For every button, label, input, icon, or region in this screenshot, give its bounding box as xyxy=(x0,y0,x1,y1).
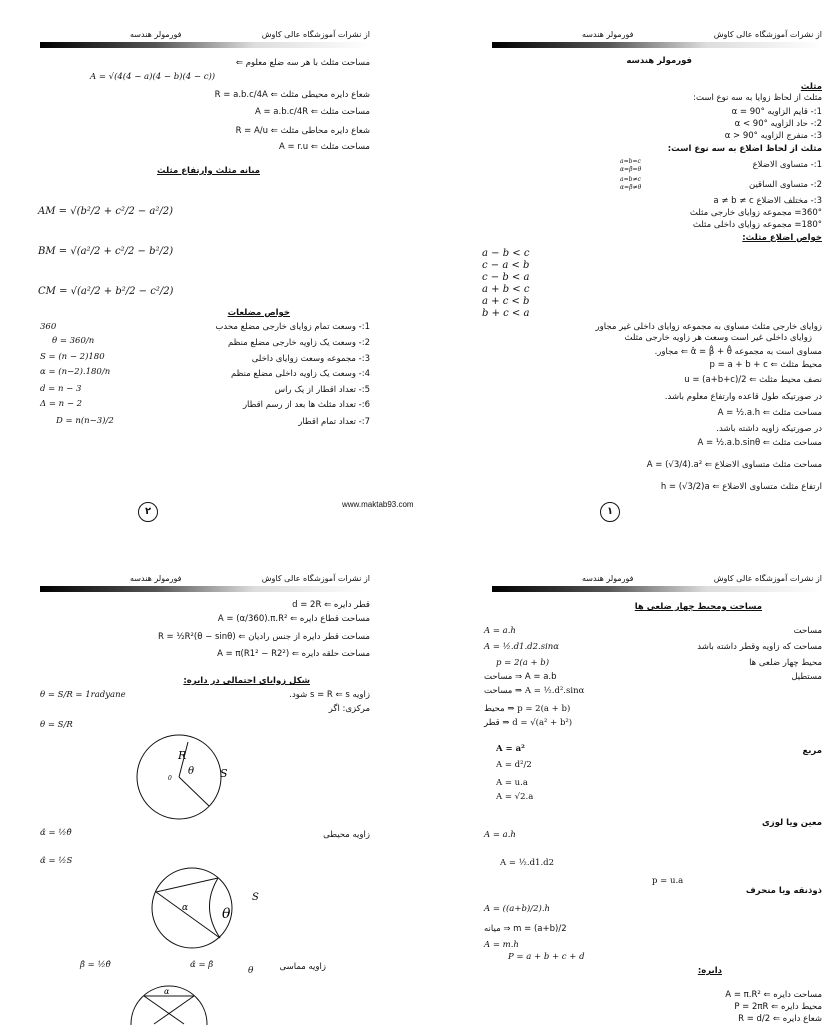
median-formula: BM = √(a²/2 + c²/2 − b²/2) xyxy=(38,246,174,257)
chord-line xyxy=(144,996,184,1024)
page-1 xyxy=(482,30,822,520)
formula-line: مساحت مثلث متساوی الاضلاع ⇐ A = (√3/4).a² xyxy=(646,460,822,470)
rhombus-formula: A = a.h xyxy=(484,830,516,840)
rhombus-formula: p = u.a xyxy=(652,876,684,886)
circle-formula: شعاع دایره ⇐ R = d/2 xyxy=(738,1014,822,1024)
inequality: a − b < c xyxy=(482,248,530,259)
tangent-label: زاویه مماسی xyxy=(279,962,326,972)
quad-formula: A = a.h xyxy=(484,626,516,636)
circle-formula: مساحت حلقه دایره ⇐ A = π(R1² − R2²) xyxy=(217,649,370,659)
inequality: a + c < b xyxy=(482,296,530,307)
side-type: 3:- مختلف الاضلاع a ≠ b ≠ c xyxy=(713,196,822,206)
ext-angle-text: زوایای داخلی غیر است وسعت هر زاویه خارجی مثلث xyxy=(624,333,812,343)
label-alpha: α xyxy=(182,903,189,913)
circle-formula: مساحت دایره ⇐ A = π.R² xyxy=(725,990,822,1000)
quad-formula: p = 2(a + b) xyxy=(496,658,550,668)
page-3 xyxy=(40,574,370,1024)
polygon-prop: 1:- وسعت تمام زوایای خارجی مضلع محدب xyxy=(215,322,370,332)
angle-type: 1:- قایم الزاویه α = 90° xyxy=(731,107,822,117)
radian-formula: θ = S/R = 1radyane xyxy=(40,690,126,700)
label-s: S xyxy=(220,767,228,780)
page-title: فورمولر هندسه xyxy=(626,56,692,66)
radian-text: زاویه s = R ⇐ s شود. xyxy=(289,690,370,700)
circle-heading: دایره: xyxy=(697,966,722,976)
side-note: a=b≠c xyxy=(620,176,641,183)
header-publisher: از نشرات آموزشگاه عالی کاوش xyxy=(713,574,822,583)
header-title: فورمولر هندسه xyxy=(130,30,182,39)
trapezoid-formula: میانه ⇒ m = (a+b)/2 xyxy=(484,924,567,934)
header-bar xyxy=(40,42,370,48)
chord-line xyxy=(154,996,194,1024)
polygon-prop: 6:- تعداد مثلث ها بعد از رسم اقطار xyxy=(242,400,370,410)
tangent-formula: α̂ = β̂ xyxy=(190,960,214,970)
side-type: 1:- متساوی الاضلاع xyxy=(752,160,822,170)
ext-angle-text: مساوی است به مجموعه α̂ = β̂ + θ̂ ⇐ مجاور. xyxy=(654,347,822,357)
quadrilateral-heading: مساحت ومحیط چهار ضلعی ها xyxy=(634,602,762,612)
label-s: S xyxy=(252,892,259,903)
formula-line: در صورتیکه طول قاعده وارتفاع معلوم باشد. xyxy=(664,392,822,402)
label-theta: θ xyxy=(222,906,231,922)
label-r: R xyxy=(178,749,187,762)
polygon-formula: θ = 360/n xyxy=(52,336,95,346)
median-heading: میانه مثلث وارتفاع مثلث xyxy=(157,166,260,176)
tangent-angle-diagram xyxy=(124,984,214,1024)
median-formula: CM = √(a²/2 + b²/2 − c²/2) xyxy=(38,286,174,297)
quad-label: مساحت xyxy=(793,626,822,636)
square-formula: A = u.a xyxy=(496,778,528,788)
interior-sum: 180°= مجموعه زوایای داخلی مثلث xyxy=(692,220,822,230)
page-2 xyxy=(40,30,370,520)
polygon-formula: Δ = n − 2 xyxy=(40,399,83,409)
side-note: α=β=θ xyxy=(620,166,642,173)
heron-formula: A = √(4(4 − a)(4 − b)(4 − c)) xyxy=(90,72,216,82)
inscribed-angle-diagram xyxy=(140,866,270,952)
trapezoid-formula: A = ((a+b)/2).h xyxy=(484,904,551,914)
polygon-prop: 7:- تعداد تمام اقطار xyxy=(298,417,370,427)
header-bar xyxy=(492,586,822,592)
footer-url[interactable]: www.maktab93.com xyxy=(342,500,414,509)
tangent-formula: β̂ = ½θ̂ xyxy=(80,960,111,970)
polygon-formula: 360 xyxy=(40,322,57,332)
circle-formula: مساحت قطاع دایره ⇐ A = (α/360).π.R² xyxy=(217,614,370,624)
polygon-formula: D = n(n−3)/2 xyxy=(56,416,114,426)
trapezoid-formula: P = a + b + c + d xyxy=(508,952,585,962)
formula-line: محیط مثلث ⇐ p = a + b + c xyxy=(709,360,822,370)
label-theta: θ xyxy=(188,766,195,777)
header-publisher: از نشرات آموزشگاه عالی کاوش xyxy=(261,30,370,39)
quad-label: محیط چهار ضلعی ها xyxy=(749,658,822,668)
triangle-heading: مثلث xyxy=(800,82,822,92)
header-publisher: از نشرات آموزشگاه عالی کاوش xyxy=(261,574,370,583)
label-center: 0 xyxy=(168,775,172,782)
quad-formula: A = ½.d1.d2.sinα xyxy=(484,642,560,652)
polygon-formula: d = n − 3 xyxy=(40,384,82,394)
radian-text: مرکزی: اگر xyxy=(328,704,370,714)
square-formula: A = d²/2 xyxy=(496,760,532,770)
rhombus-heading: معین ویا لوزی xyxy=(762,818,822,828)
label-alpha: α xyxy=(164,987,170,996)
formula-line: مساحت مثلث ⇐ A = r.u xyxy=(279,142,370,152)
formula-line: شعاع دایره محاطی مثلث ⇐ R = A/u xyxy=(235,126,370,136)
side-note: α=β≠θ xyxy=(620,184,642,191)
polygon-prop: 4:- وسعت یک زاویه داخلی مضلع منظم xyxy=(230,369,370,379)
page-4 xyxy=(484,574,822,1024)
polygon-heading: خواص مضلعات xyxy=(227,308,290,318)
header-bar xyxy=(492,42,822,48)
trapezoid-heading: ذوذنقه ویا منحرف xyxy=(745,886,822,896)
formula-line: مساحت مثلث ⇐ A = a.b.c/4R xyxy=(254,107,370,117)
radius-line xyxy=(179,777,209,806)
polygon-prop: 3:- مجموعه وسعت زوایای داخلی xyxy=(251,354,370,364)
inscribed-formula: α̂ = ½θ̂ xyxy=(40,828,72,838)
header-title: فورمولر هندسه xyxy=(130,574,182,583)
circle-outline xyxy=(152,868,232,948)
ext-angle-text: زوایای خارجی مثلث مساوی به مجموعه زوایای داخلی غیر مجاور xyxy=(595,322,822,332)
inequality: b + c < a xyxy=(482,308,530,319)
rect-formula: مساحت ⇒ A = a.b xyxy=(484,672,557,682)
circle-formula: قطر دایره ⇐ d = 2R xyxy=(292,600,370,610)
header-title: فورمولر هندسه xyxy=(582,574,634,583)
rect-formula: قطر ⇒ d = √(a² + b²) xyxy=(484,718,573,728)
side-note: a=b=c xyxy=(620,158,641,165)
rhombus-formula: A = ½.d1.d2 xyxy=(500,858,555,868)
side-type: 2:- متساوی الساقین xyxy=(748,180,822,190)
formula-line: نصف محیط مثلث ⇐ u = (a+b+c)/2 xyxy=(684,375,822,385)
trapezoid-formula: A = m.h xyxy=(484,940,519,950)
inscribed-formula: α̂ = ½S xyxy=(40,856,73,866)
square-formula: A = √2.a xyxy=(496,792,534,802)
quad-label: مساحت که زاویه وقطر داشته باشد xyxy=(697,642,822,652)
circle-formula: محیط دایره ⇐ P = 2πR xyxy=(734,1002,822,1012)
polygon-formula: α = (n−2).180/n xyxy=(40,367,111,377)
inequality: a + b < c xyxy=(482,284,530,295)
circle-formula: مساحت قطر دایره از جنس رادیان ⇐ R = ½R²(θ − sinθ) xyxy=(157,632,370,642)
rect-formula: محیط ⇒ p = 2(a + b) xyxy=(484,704,571,714)
radian-formula: θ = S/R xyxy=(40,720,73,730)
label-theta: θ xyxy=(248,966,254,976)
square-heading: مربع xyxy=(802,746,822,756)
header-bar xyxy=(40,586,370,592)
median-formula: AM = √(b²/2 + c²/2 − a²/2) xyxy=(38,206,174,217)
inscribed-label: زاویه محیطی xyxy=(323,830,370,840)
header-publisher: از نشرات آموزشگاه عالی کاوش xyxy=(713,30,822,39)
chord-line xyxy=(156,878,218,892)
angle-type: 2:- حاد الزاویه α < 90° xyxy=(734,119,822,129)
formula-line: مساحت مثلث با هر سه ضلع معلوم ⇐ xyxy=(235,58,370,68)
page-number-1: ۱ xyxy=(600,502,620,522)
polygon-prop: 2:- وسعت یک زاویه خارجی مضلع منظم xyxy=(227,338,370,348)
rectangle-heading: مستطیل xyxy=(791,672,822,682)
angles-heading: شکل زوایای احتمالی در دایره: xyxy=(183,676,310,686)
formula-line: مساحت مثلث ⇐ A = ½.a.h xyxy=(717,408,822,418)
page-number-2: ۲ xyxy=(138,502,158,522)
central-angle-diagram xyxy=(134,734,234,824)
side-types-heading: مثلث از لحاظ اضلاع به سه نوع است: xyxy=(667,144,822,154)
square-formula: A = a² xyxy=(496,744,525,754)
arc-line xyxy=(209,878,220,938)
formula-line: ارتفاع مثلث متساوی الاضلاع ⇐ h = (√3/2)a xyxy=(660,482,822,492)
polygon-formula: S = (n − 2)180 xyxy=(40,352,105,362)
angle-type: 3:- منفرج الزاویه α > 90° xyxy=(724,131,822,141)
polygon-prop: 5:- تعداد اقطار از یک راس xyxy=(274,385,370,395)
rect-formula: مساحت ⇒ A = ½.d².sinα xyxy=(484,686,585,696)
formula-line: شعاع دایره محیطی مثلث ⇐ R = a.b.c/4A xyxy=(214,90,370,100)
inequality: c − a < b xyxy=(482,260,530,271)
triangle-intro: مثلث از لحاظ زوایا به سه نوع است: xyxy=(693,93,822,103)
props-heading: خواص اضلاع مثلث: xyxy=(742,233,822,243)
exterior-sum: 360°= مجموعه زوایای خارجی مثلث xyxy=(689,208,822,218)
formula-line: در صورتیکه زاویه داشته باشد. xyxy=(716,424,822,434)
header-title: فورمولر هندسه xyxy=(582,30,634,39)
formula-line: مساحت مثلث ⇐ A = ½.a.b.sinθ xyxy=(697,438,822,448)
inequality: c − b < a xyxy=(482,272,530,283)
